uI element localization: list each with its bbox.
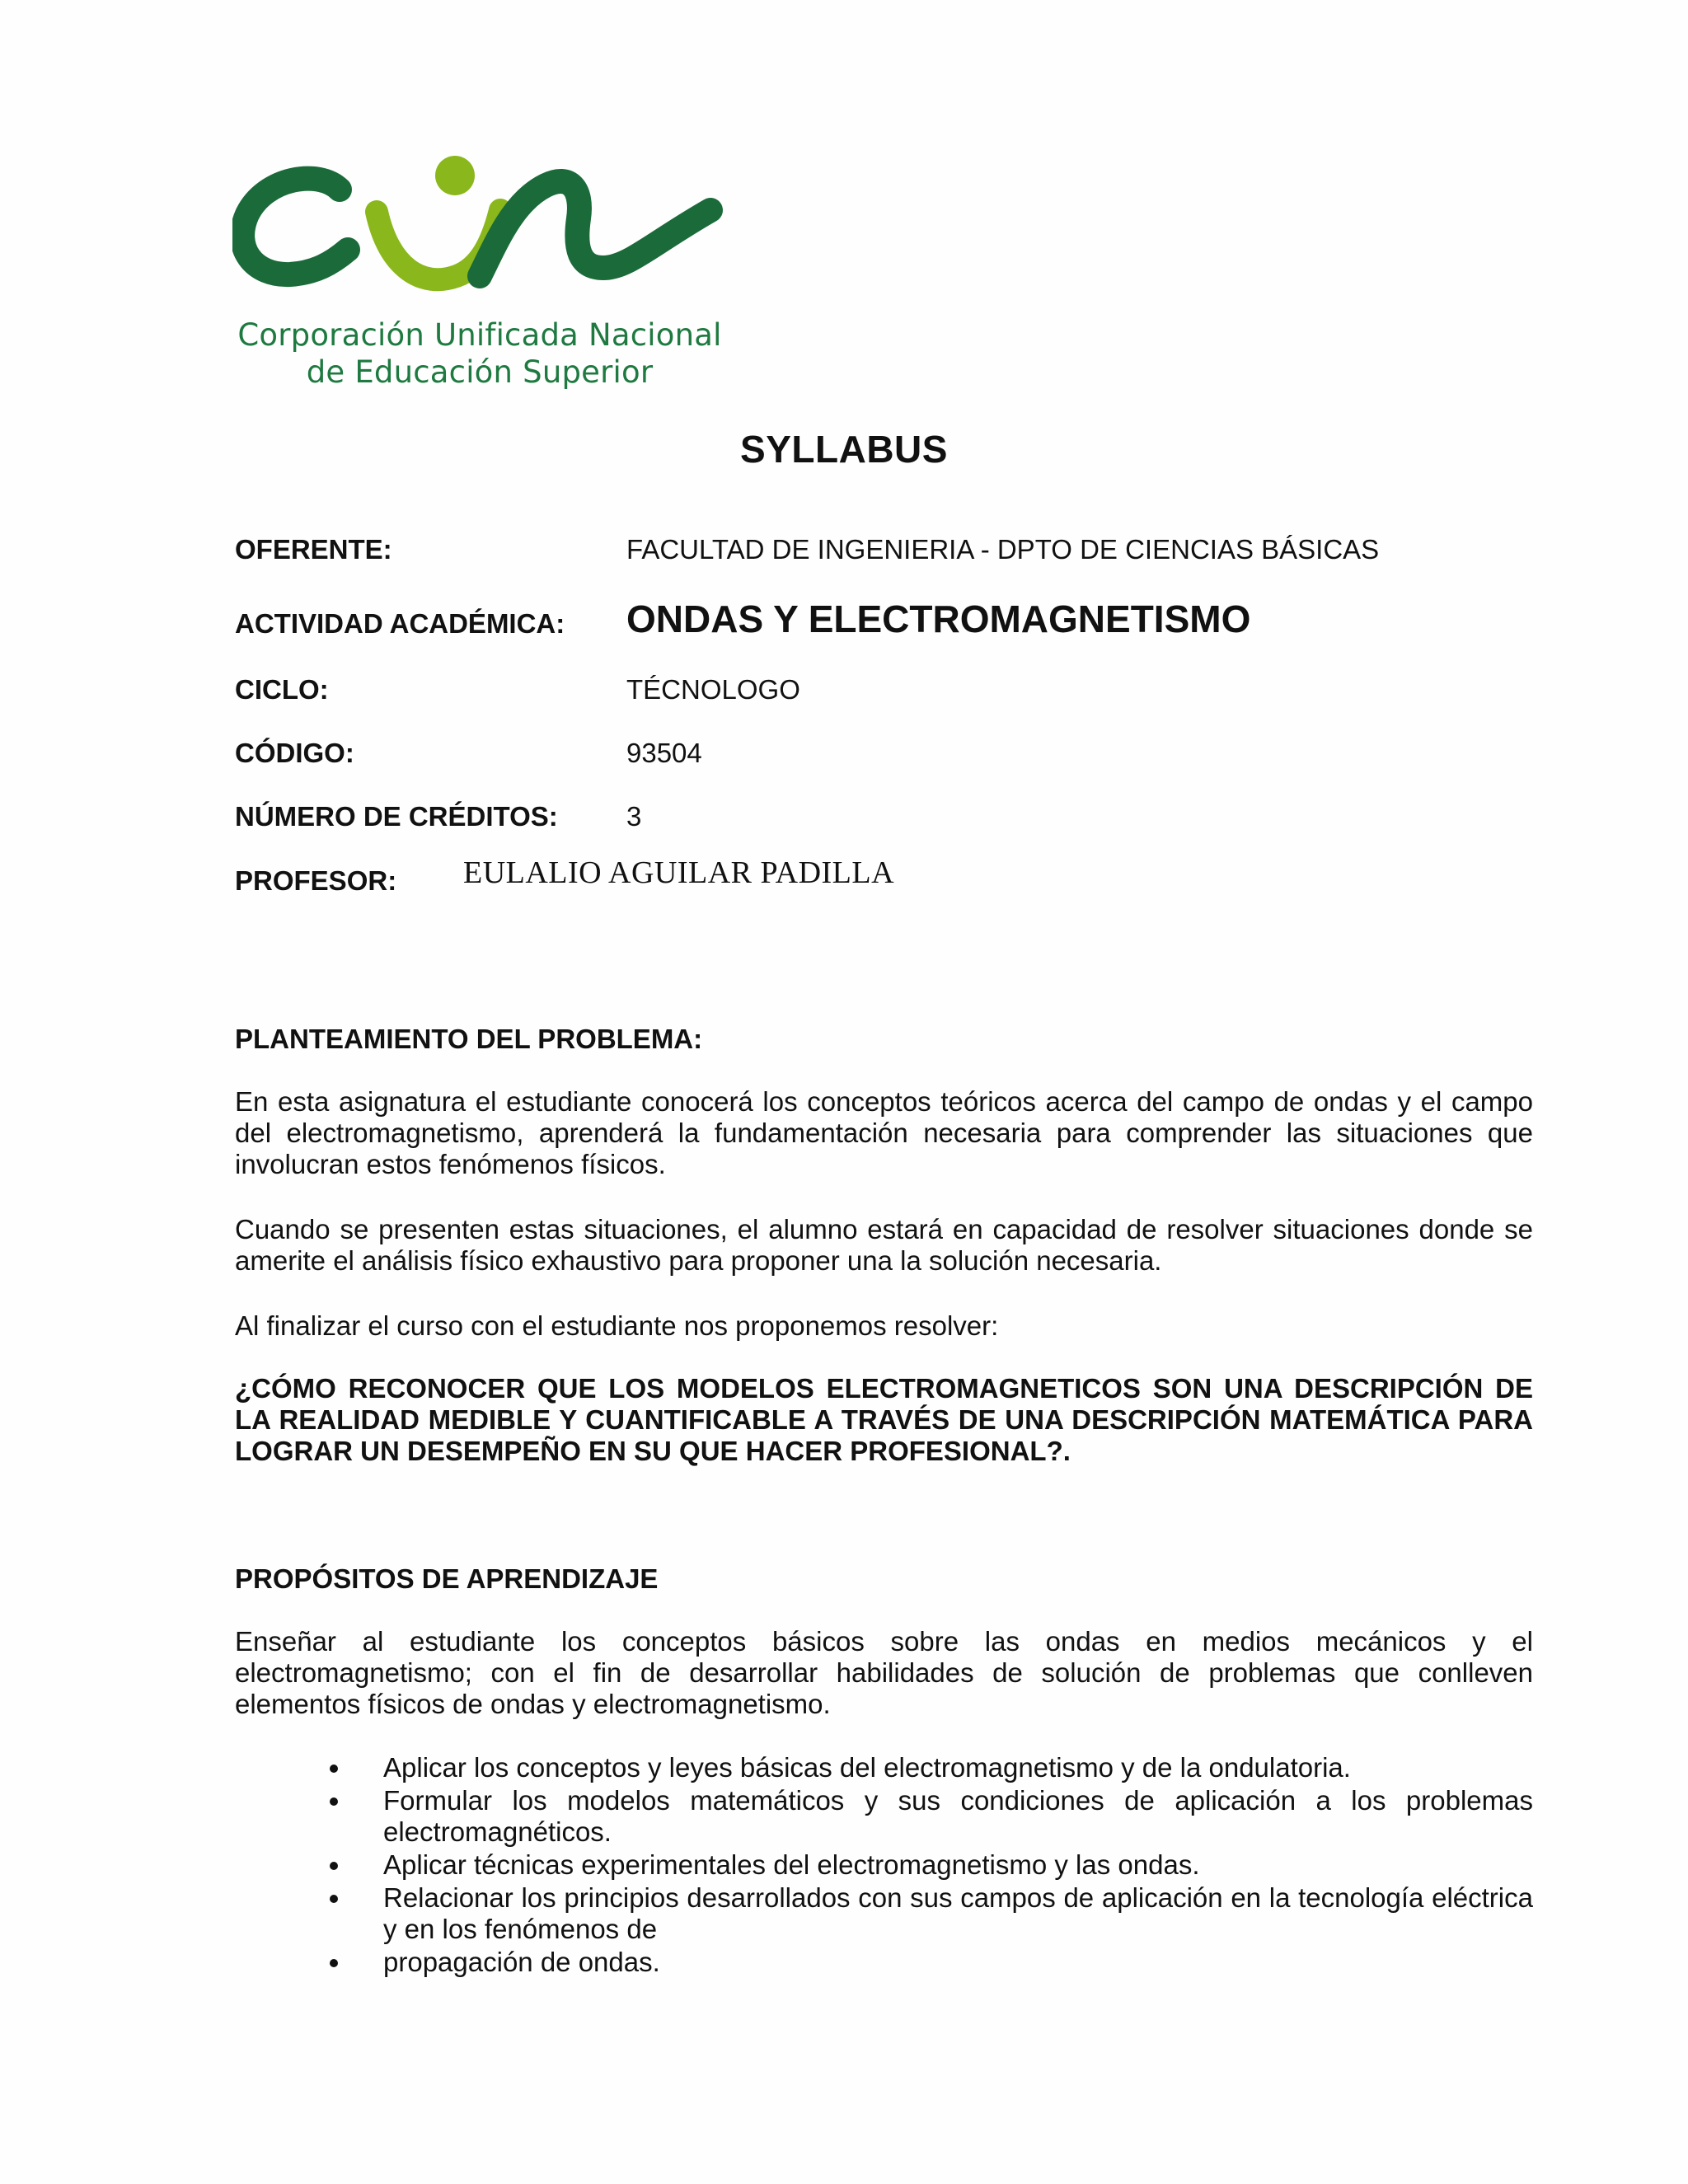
cun-logo <box>232 152 727 400</box>
propositos-heading: PROPÓSITOS DE APRENDIZAJE <box>235 1563 659 1594</box>
actividad-label: ACTIVIDAD ACADÉMICA: <box>235 608 565 639</box>
list-item <box>330 1882 1533 1945</box>
planteamiento-paragraph-2: Cuando se presenten estas situaciones, el alumno estará en capacidad de resolver situaciones donde se amerite el análisis físico exhaustivo para proponer una la solución necesaria. <box>235 1214 1533 1276</box>
codigo-label: CÓDIGO: <box>235 738 354 768</box>
list-item <box>330 1785 1533 1848</box>
codigo-value: 93504 <box>626 738 702 768</box>
profesor-value: EULALIO AGUILAR PADILLA <box>463 855 895 890</box>
creditos-value: 3 <box>626 801 642 832</box>
list-item-text: Relacionar los principios desarrollados con sus campos de aplicación en la tecnología eléctrica y en los fenómenos de <box>383 1882 1533 1944</box>
planteamiento-paragraph-1: En esta asignatura el estudiante conocerá los conceptos teóricos acerca del campo de ondas y el campo del electromagnetismo, aprenderá la fundamentación necesaria para comprender las situaciones que involucran estos fenómenos físicos. <box>235 1086 1533 1179</box>
oferente-label: OFERENTE: <box>235 534 392 565</box>
oferente-value: FACULTAD DE INGENIERIA - DPTO DE CIENCIAS BÁSICAS <box>626 534 1380 565</box>
bullet-icon <box>330 1765 338 1773</box>
planteamiento-paragraph-3: Al finalizar el curso con el estudiante nos proponemos resolver: <box>235 1310 999 1341</box>
creditos-label: NÚMERO DE CRÉDITOS: <box>235 801 558 832</box>
bullet-icon <box>330 1895 338 1903</box>
bullet-icon <box>330 1959 338 1967</box>
actividad-value: ONDAS Y ELECTROMAGNETISMO <box>626 598 1251 640</box>
ciclo-label: CICLO: <box>235 674 329 705</box>
planteamiento-question: ¿CÓMO RECONOCER QUE LOS MODELOS ELECTROMAGNETICOS SON UNA DESCRIPCIÓN DE LA REALIDAD MEDIBLE Y CUANTIFICABLE A TRAVÉS DE UNA DESCRIPCIÓN MATEMÁTICA PARA LOGRAR UN DESEMPEÑO EN SU QUE HACER PROFESIONAL?. <box>235 1373 1533 1466</box>
cun-logo-mark <box>232 152 727 309</box>
propositos-intro: Enseñar al estudiante los conceptos básicos sobre las ondas en medios mecánicos y el electromagnetismo; con el fin de desarrollar habilidades de solución de problemas que conlleven elementos físicos de ondas y electromagnetismo. <box>235 1626 1533 1719</box>
page-title: SYLLABUS <box>740 428 948 471</box>
propositos-bullet-list <box>330 1752 1533 1980</box>
ciclo-value: TÉCNOLOGO <box>626 674 800 705</box>
list-item <box>330 1947 1533 1978</box>
profesor-label: PROFESOR: <box>235 865 397 896</box>
bullet-icon <box>330 1797 338 1806</box>
list-item-text: Aplicar los conceptos y leyes básicas del electromagnetismo y de la ondulatoria. <box>383 1752 1351 1783</box>
logo-name-line2: de Educación Superior <box>306 354 654 390</box>
planteamiento-heading: PLANTEAMIENTO DEL PROBLEMA: <box>235 1024 703 1054</box>
list-item <box>330 1849 1533 1881</box>
list-item-text: Aplicar técnicas experimentales del electromagnetismo y las ondas. <box>383 1849 1200 1880</box>
list-item-text: propagación de ondas. <box>383 1947 660 1977</box>
list-item <box>330 1752 1533 1783</box>
logo-name-line1: Corporación Unificada Nacional <box>237 317 722 353</box>
list-item-text: Formular los modelos matemáticos y sus condiciones de aplicación a los problemas electromagnéticos. <box>383 1785 1533 1847</box>
bullet-icon <box>330 1862 338 1870</box>
